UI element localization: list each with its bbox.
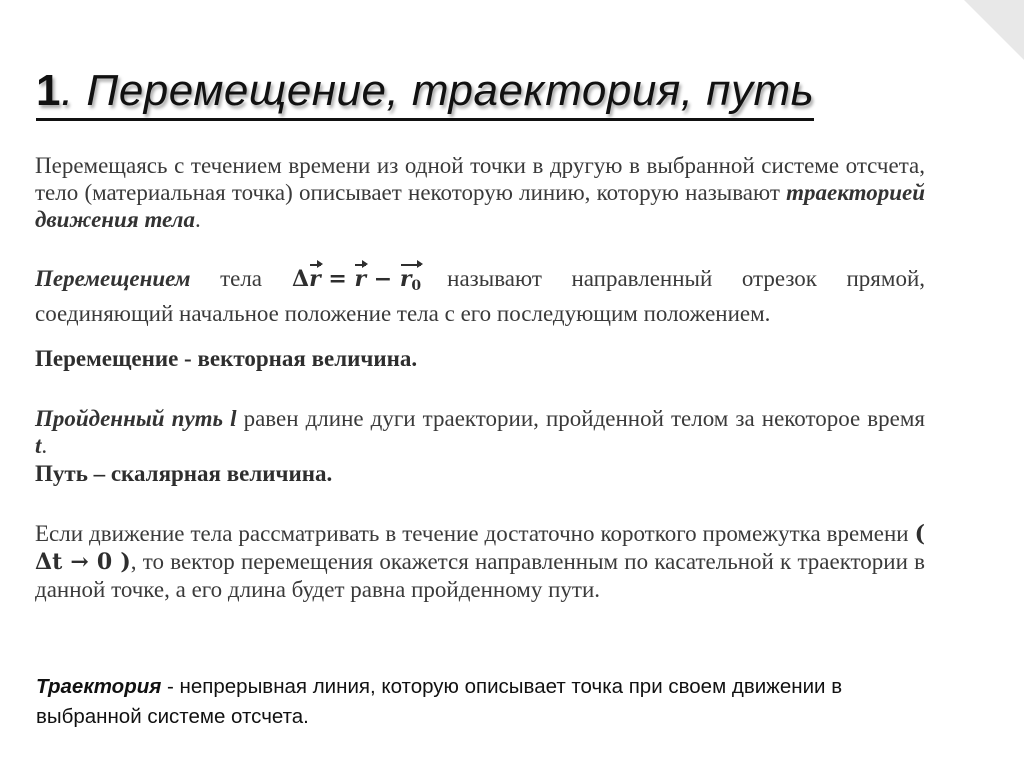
statement-vector-quantity: Перемещение - векторная величина. bbox=[35, 346, 418, 371]
title-number: 1 bbox=[36, 66, 61, 115]
formula-subscript: 0 bbox=[411, 278, 422, 294]
paragraph-text-after: , то вектор перемещения окажется направленным по касательной к траектории в данной точке, а его длина будет равна пройденному пути. bbox=[35, 549, 926, 602]
displacement-formula bbox=[292, 266, 421, 300]
formula-r0-letter: r bbox=[399, 266, 412, 292]
footer-definition bbox=[36, 672, 936, 732]
paragraph-end: . bbox=[194, 207, 201, 232]
statement-scalar-quantity: Путь – скалярная величина. bbox=[35, 461, 333, 486]
paragraph-end: . bbox=[41, 433, 48, 458]
paragraph-path-definition bbox=[35, 405, 925, 459]
footer-text: - непрерывная линия, которую описывает точка при своем движении в выбранной системе отсчета. bbox=[36, 675, 843, 728]
word-body: тела bbox=[190, 266, 263, 291]
formula-vector-r0 bbox=[400, 266, 421, 300]
formula-minus: − bbox=[366, 266, 400, 292]
term-path: Пройденный путь l bbox=[35, 406, 237, 431]
term-trajectory: траекторией движения тела bbox=[35, 180, 925, 232]
paragraph-text: равен длине дуги траектории, пройденной телом за некоторое время bbox=[236, 406, 925, 431]
paragraph-trajectory-definition bbox=[35, 152, 925, 233]
variable-t: t bbox=[35, 433, 42, 458]
term-trajectory-footer: Траектория bbox=[36, 675, 162, 698]
formula-delta: Δ bbox=[292, 266, 310, 292]
term-displacement: Перемещением bbox=[35, 266, 191, 291]
limit-formula: ( Δt → 0 ) bbox=[35, 521, 925, 575]
title-text: . Перемещение, траектория, путь bbox=[60, 66, 815, 115]
paragraph-path-scalar bbox=[35, 460, 925, 487]
paragraph-displacement-vector bbox=[35, 345, 925, 372]
paragraph-text-before: Если движение тела рассматривать в течение достаточно короткого промежутка времени bbox=[35, 521, 915, 546]
formula-vector-r2: r bbox=[354, 266, 367, 292]
paragraph-text: называют направленный отрезок прямой, соединяющий начальное положение тела с его последующим положением. bbox=[35, 266, 925, 326]
page-corner-decoration bbox=[964, 0, 1024, 60]
paragraph-text: Перемещаясь с течением времени из одной точки в другую в выбранной системе отсчета, тело (материальная точка) описывает некоторую линию, которую называют bbox=[35, 153, 925, 205]
paragraph-short-interval bbox=[35, 520, 925, 603]
slide-title bbox=[36, 64, 814, 121]
formula-vector-r: r bbox=[309, 266, 321, 292]
formula-equals: = bbox=[320, 266, 355, 292]
paragraph-displacement-definition bbox=[35, 265, 925, 327]
